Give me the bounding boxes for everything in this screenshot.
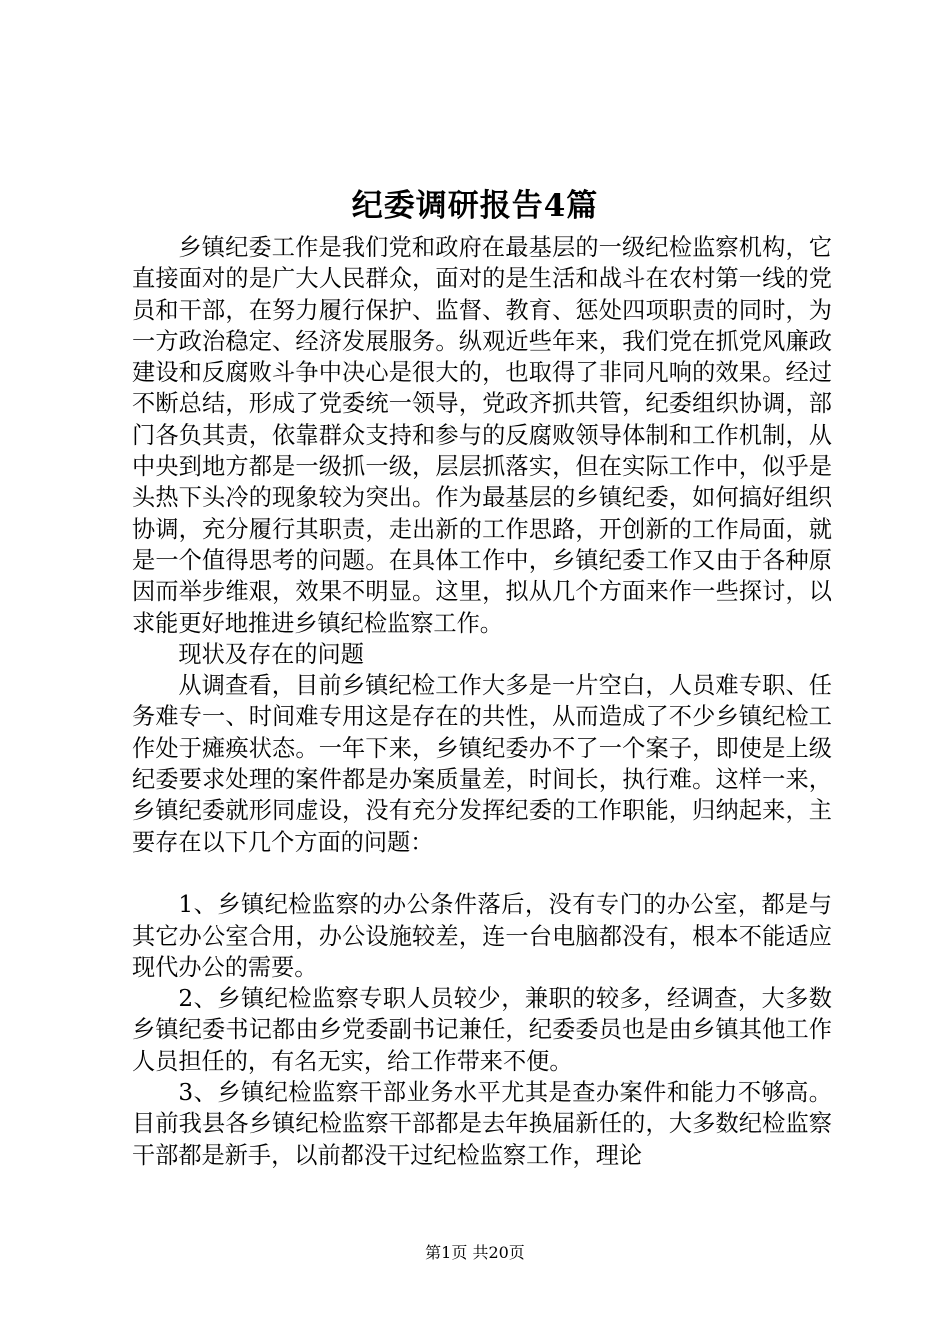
document-title: 纪委调研报告4篇 (351, 188, 599, 224)
survey-paragraph: 从调查看，目前乡镇纪检工作大多是一片空白，人员难专职、任务难专一、时间难专用这是存在的共性，从而造成了不少乡镇纪检工作处于瘫痪状态。一年下来，乡镇纪委办不了一个案子，即使是上级纪委要求处理的案件都是办案质量差，时间长，执行难。这样一来，乡镇纪委就形同虚设，没有充分发挥纪委的工作职能，归纳起来，主要存在以下几个方面的问题： (132, 672, 832, 856)
issue-item-1: 1、乡镇纪检监察的办公条件落后，没有专门的办公室，都是与其它办公室合用，办公设施较差，连一台电脑都没有，根本不能适应现代办公的需要。 (132, 891, 832, 981)
page-footer: 第1页 共20页 (425, 1243, 525, 1262)
paragraph-spacer (132, 858, 832, 889)
intro-paragraph: 乡镇纪委工作是我们党和政府在最基层的一级纪检监察机构，它直接面对的是广大人民群众，面对的是生活和战斗在农村第一线的党员和干部，在努力履行保护、监督、教育、惩处四项职责的同时，为一方政治稳定、经济发展服务。纵观近些年来，我们党在抓党风廉政建设和反腐败斗争中决心是很大的，也取得了非同凡响的效果。经过不断总结，形成了党委统一领导，党政齐抓共管，纪委组织协调，部门各负其责，依靠群众支持和参与的反腐败领导体制和工作机制，从中央到地方都是一级抓一级，层层抓落实，但在实际工作中，似乎是头热下头冷的现象较为突出。作为最基层的乡镇纪委，如何搞好组织协调，充分履行其职责，走出新的工作思路，开创新的工作局面，就是一个值得思考的问题。在具体工作中，乡镇纪委工作又由于各种原因而举步维艰，效果不明显。这里，拟从几个方面来作一些探讨，以求能更好地推进乡镇纪检监察工作。 (132, 234, 832, 637)
document-body (132, 232, 832, 1171)
issue-item-3: 3、乡镇纪检监察干部业务水平尤其是查办案件和能力不够高。目前我县各乡镇纪检监察干部都是去年换届新任的，大多数纪检监察干部都是新手，以前都没干过纪检监察工作，理论 (132, 1079, 832, 1169)
issue-item-2: 2、乡镇纪检监察专职人员较少，兼职的较多，经调查，大多数乡镇纪委书记都由乡党委副书记兼任，纪委委员也是由乡镇其他工作人员担任的，有名无实，给工作带来不便。 (132, 985, 832, 1075)
section-heading: 现状及存在的问题 (178, 640, 364, 668)
